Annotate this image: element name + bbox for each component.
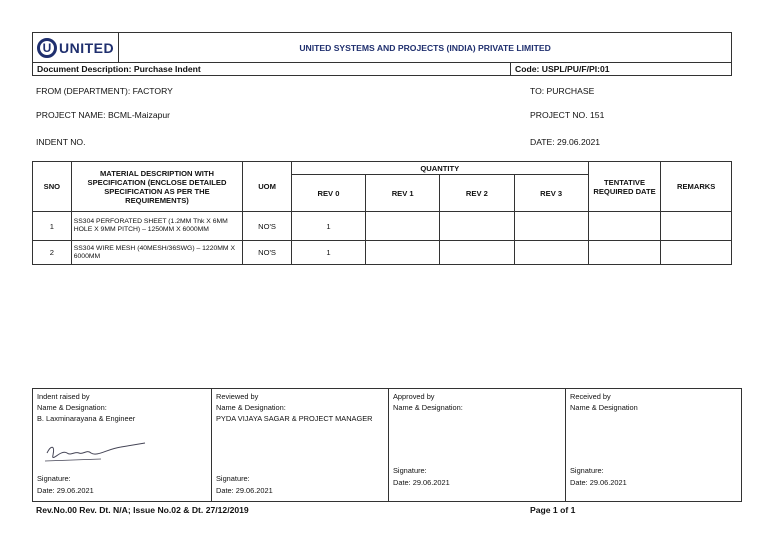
row-rev2	[440, 212, 514, 241]
logo-cell	[33, 33, 119, 63]
row-tentative-date	[588, 212, 661, 241]
row-rev0: 1	[291, 212, 365, 241]
project-name: PROJECT NAME: BCML-Maizapur	[36, 110, 171, 120]
indent-raised-signature-label: Signature:	[37, 474, 71, 483]
reviewed-label: Reviewed by	[216, 392, 259, 401]
indent-raised-date: Date: 29.06.2021	[37, 486, 94, 495]
received-cell	[566, 389, 742, 502]
signature-table	[32, 388, 742, 502]
table-row	[33, 241, 732, 265]
indent-raised-label: Indent raised by	[37, 392, 90, 401]
received-signature-label: Signature:	[570, 466, 604, 475]
indent-date: DATE: 29.06.2021	[530, 137, 601, 147]
col-uom: UOM	[243, 162, 292, 212]
material-table	[32, 161, 732, 265]
col-tentative-date: TENTATIVE REQUIRED DATE	[588, 162, 661, 212]
col-description: MATERIAL DESCRIPTION WITH SPECIFICATION (ENCLOSE DETAILED SPECIFICATION AS PER THE REQUIREMENTS)	[71, 162, 243, 212]
received-name-label: Name & Designation	[570, 403, 638, 412]
row-rev3	[514, 212, 588, 241]
approved-label: Approved by	[393, 392, 435, 401]
col-rev2: REV 2	[440, 175, 514, 212]
row-description: SS304 WIRE MESH (40MESH/36SWG) – 1220MM X 6000MM	[71, 241, 243, 265]
row-rev1	[366, 212, 440, 241]
col-quantity: QUANTITY	[291, 162, 588, 175]
handwritten-signature	[41, 441, 151, 467]
indent-raised-cell	[33, 389, 212, 502]
approved-signature-label: Signature:	[393, 466, 427, 475]
indent-raised-name-label: Name & Designation:	[37, 403, 107, 412]
row-sno: 1	[33, 212, 72, 241]
row-uom: NO'S	[243, 212, 292, 241]
col-rev0: REV 0	[291, 175, 365, 212]
approved-date: Date: 29.06.2021	[393, 478, 450, 487]
indent-raised-name: B. Laxminarayana & Engineer	[37, 414, 136, 423]
received-date: Date: 29.06.2021	[570, 478, 627, 487]
row-rev0: 1	[291, 241, 365, 265]
revision-info: Rev.No.00 Rev. Dt. N/A; Issue No.02 & Dt. 27/12/2019	[36, 505, 249, 515]
col-rev3: REV 3	[514, 175, 588, 212]
reviewed-signature-label: Signature:	[216, 474, 250, 483]
row-uom: NO'S	[243, 241, 292, 265]
row-rev2	[440, 241, 514, 265]
reviewed-date: Date: 29.06.2021	[216, 486, 273, 495]
company-name: UNITED SYSTEMS AND PROJECTS (INDIA) PRIVATE LIMITED	[119, 33, 732, 63]
row-description: SS304 PERFORATED SHEET (1.2MM Thk X 6MM HOLE X 9MM PITCH) – 1250MM X 6000MM	[71, 212, 243, 241]
approved-name-label: Name & Designation:	[393, 403, 463, 412]
from-department: FROM (DEPARTMENT): FACTORY	[36, 86, 173, 96]
document-description: Document Description: Purchase Indent	[33, 63, 511, 76]
row-sno: 2	[33, 241, 72, 265]
row-rev3	[514, 241, 588, 265]
document-code: Code: USPL/PU/F/PI:01	[511, 63, 732, 76]
document-header	[32, 32, 732, 76]
logo-text: UNITED	[59, 39, 115, 56]
col-remarks: REMARKS	[661, 162, 732, 212]
row-rev1	[366, 241, 440, 265]
col-rev1: REV 1	[366, 175, 440, 212]
logo-ring-icon: U	[37, 38, 57, 58]
approved-cell	[389, 389, 566, 502]
company-logo	[37, 38, 114, 58]
reviewed-cell	[212, 389, 389, 502]
reviewed-name-label: Name & Designation:	[216, 403, 286, 412]
row-remarks	[661, 241, 732, 265]
col-sno: SNO	[33, 162, 72, 212]
reviewed-name: PYDA VIJAYA SAGAR & PROJECT MANAGER	[216, 414, 373, 423]
row-tentative-date	[588, 241, 661, 265]
page-number: Page 1 of 1	[530, 505, 576, 515]
project-number: PROJECT NO. 151	[530, 110, 605, 120]
received-label: Received by	[570, 392, 611, 401]
to-department: TO: PURCHASE	[530, 86, 595, 96]
row-remarks	[661, 212, 732, 241]
table-row	[33, 212, 732, 241]
indent-number: INDENT NO.	[36, 137, 86, 147]
